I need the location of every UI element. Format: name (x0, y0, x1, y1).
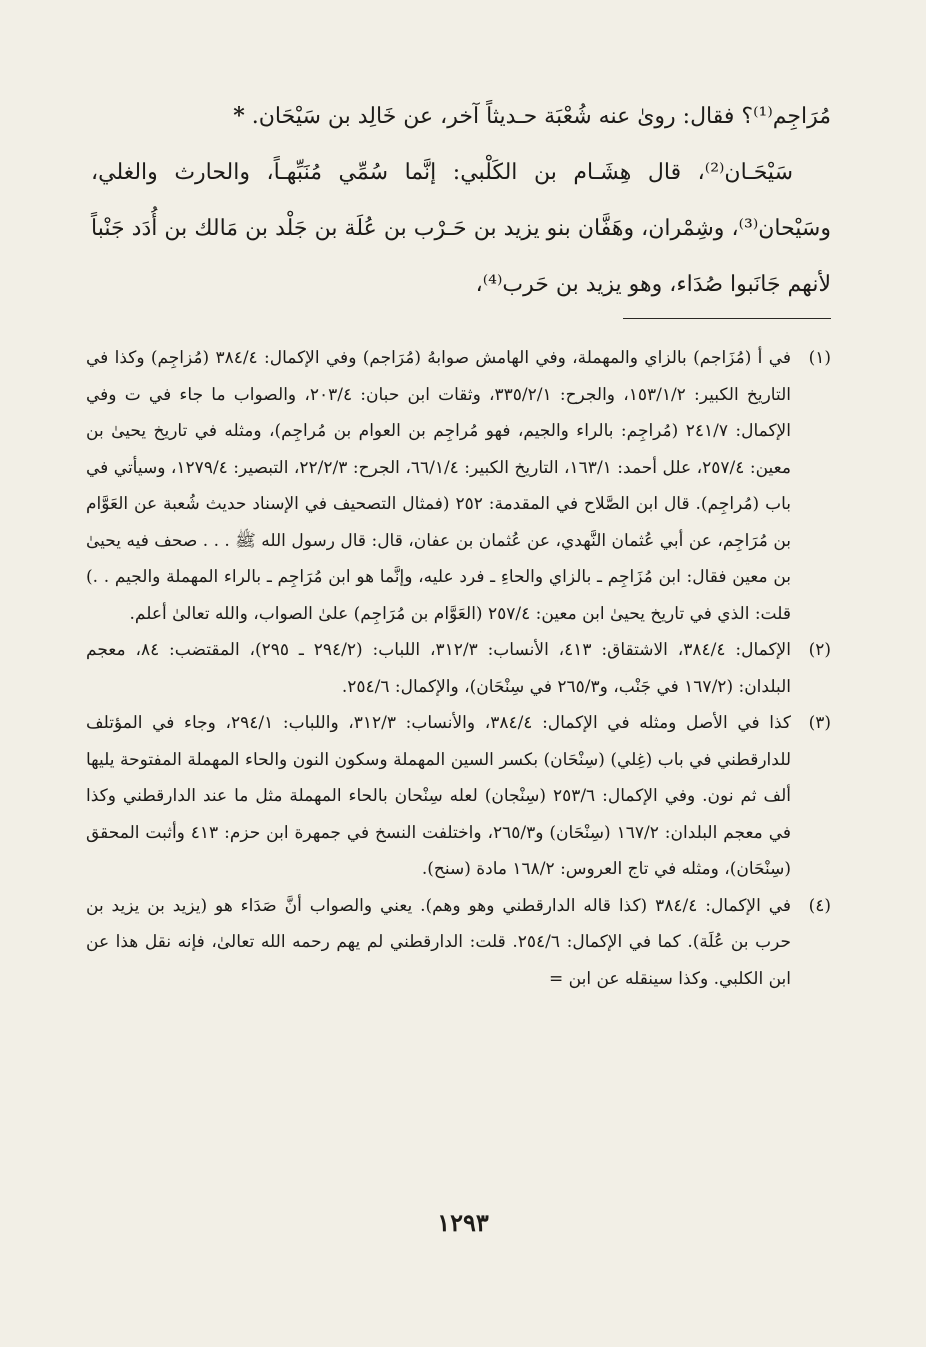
footnote-text: في أ (مُزَاجم) بالزاي والمهملة، وفي الهامش صوابهُ (مُرَاجم) وفي الإكمال: ٣٨٤/٤ (مُزاجِم) وكذا في التاريخ الكبير: ١٥٣/١/٢، والجرح: ٣٣٥/٢/١، وثقات ابن حبان: ٢٠٣/٤، والصواب ما جاء في ت وفي الإكمال: ٢٤١/٧ (مُراجِم: بالراء والجيم، فهو مُراجِم بن العوام بن مُراجِم)، ومثله في تاريخ يحيىٰ بن معين: ٢٥٧/٤، علل أحمد: ١٦٣/١، التاريخ الكبير: ٦٦/١/٤، الجرح: ٢٢/٢/٣، التبصير: ١٢٧٩/٤، وسيأتي في باب (مُراجِم). قال ابن الصَّلاح في المقدمة: ٢٥٢ (فمثال التصحيف في الإسناد حديث شُعبة عن العَوَّام بن مُرَاجِم، عن أبي عُثمان النَّهدي، عن عُثمان بن عفان، قال: قال رسول الله ﷺ . . . صحف فيه يحيىٰ بن معين فقال: ابن مُزَاجِم ـ بالزاي والحاءِ ـ فرد عليه، وإنَّما هو ابن مُرَاجِم ـ بالراء المهملة والجيم . .) قلت: الذي في تاريخ يحيىٰ ابن معين: ٢٥٧/٤ (العَوَّام بن مُرَاجِم) علىٰ الصواب، والله تعالىٰ أعلم. (86, 348, 791, 624)
footnote-4 (86, 888, 831, 998)
footnote-number: (٤) (808, 895, 831, 916)
footnote-number: (٣) (808, 713, 831, 733)
footnote-3 (86, 705, 831, 888)
main-line-1 (91, 88, 831, 145)
footnote-2 (86, 632, 831, 705)
page-number: ١٢٩٣ (437, 1208, 489, 1237)
asterisk-mark: * (233, 103, 245, 129)
footnote-text: كذا في الأصل ومثله في الإكمال: ٣٨٤/٤، والأنساب: ٣١٢/٣، واللباب: ٢٩٤/١، وجاء في المؤتلف للدارقطني في باب (غِلي) (سِنْحَان) بكسر السين المهملة وسكون النون والحاء المهملة المفتوحة يليها ألف ثم نون. وفي الإكمال: ٢٥٣/٦ (سِنْجان) لعله سِنْحان بالحاء المهملة مثل ما عند الدارقطني وكذا في معجم البلدان: ١٦٧/٢ (سِنْحَان) و٢٦٥/٣، واختلفت النسخ في جمهرة ابن حزم: ٤١٣ وأثبت المحقق (سِنْحَان)، ومثله في تاج العروس: ١٦٨/٢ مادة (سنح). (86, 713, 791, 879)
main-line-1-text: مُرَاجِم⁽¹⁾؟ فقال: روىٰ عنه شُعْبَة حـديثاً آخر، عن خَالِد بن سَيْحَان. (251, 104, 831, 129)
footnote-text: في الإكمال: ٣٨٤/٤ (كذا قاله الدارقطني وهو وهم). يعني والصواب أنَّ صَدَاء هو (يزيد بن يزيد بن حرب بن عُلَة). كما في الإكمال: ٢٥٤/٦. قلت: الدارقطني لم يهم رحمه الله تعالىٰ، فإنه نقل هذا عن ابن الكلبي. وكذا سينقله عن ابن = (86, 895, 792, 989)
footnotes (86, 340, 831, 997)
footnote-divider (623, 318, 831, 319)
footnote-text: الإكمال: ٣٨٤/٤، الاشتقاق: ٤١٣، الأنساب: ٣١٢/٣، اللباب: (٢٩٤/٢ ـ ٢٩٥)، المقتضب: ٨٤، معجم البلدان: (١٦٧/٢ في جَنْب، و٢٦٥/٣ في سِنْحَان)، والإكمال: ٢٥٤/٦. (86, 640, 791, 697)
main-text (91, 88, 831, 313)
main-entry-paragraph: سَيْحَـان⁽²⁾، قال هِشَـام بن الكَلْبي: إنَّما سُمِّي مُنَبِّهـاً، والحارث والغلي، وسَيْحان⁽³⁾، وشِمْران، وهَفَّان بنو يزيد بن حَـرْب بن عُلَة بن جَلْد بن مَالك بن أُدَد جَنْباً لأنهم جَانَبوا صُدَاء، وهو يزيد بن حَرب⁽⁴⁾، (91, 160, 831, 297)
footnote-number: (١) (808, 348, 831, 368)
footnote-number: (٢) (808, 640, 831, 660)
footnote-1 (86, 340, 831, 632)
